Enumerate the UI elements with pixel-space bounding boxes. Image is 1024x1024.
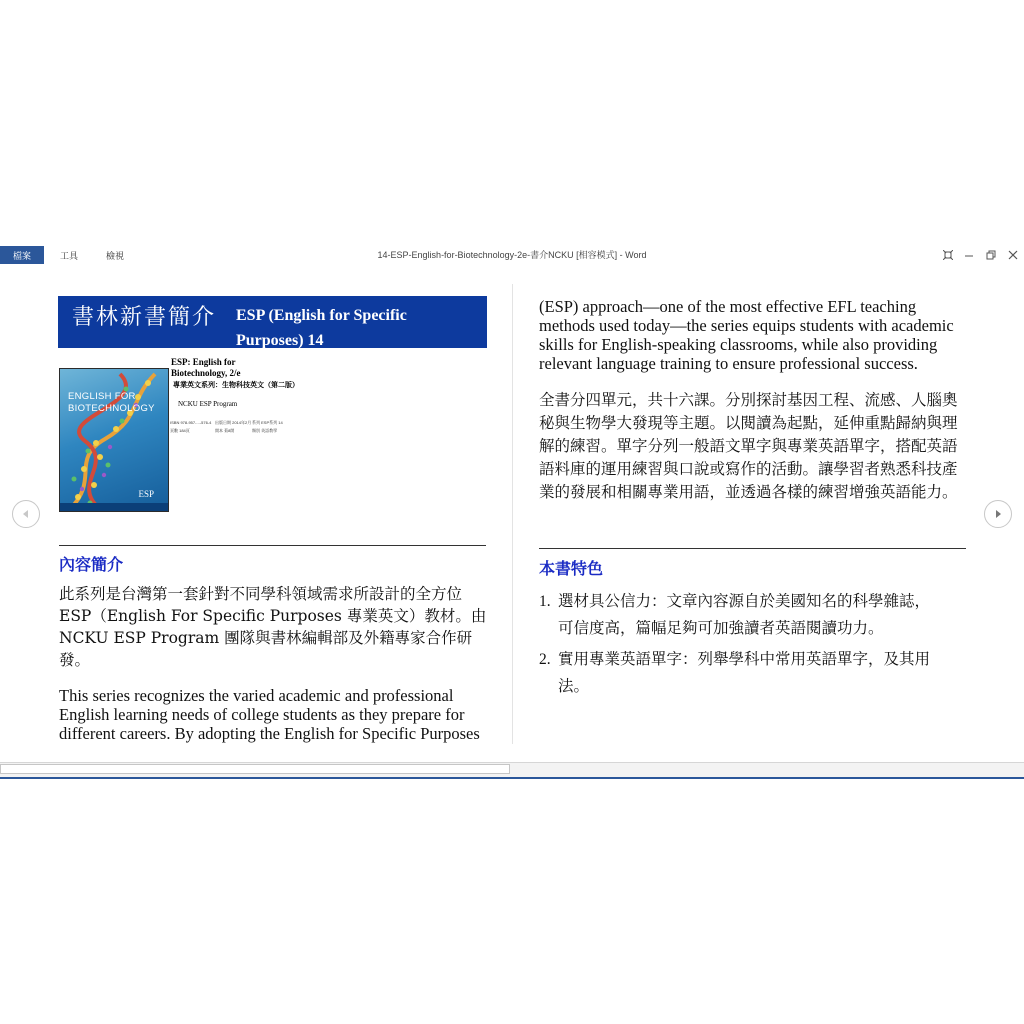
restore-icon[interactable] — [983, 246, 999, 264]
book-title-line1: ESP: English for — [171, 357, 236, 367]
book-author: NCKU ESP Program — [178, 400, 238, 408]
feature-text-line1: 選材具公信力：文章內容源自於美國知名的科學雜誌， — [558, 592, 931, 610]
minimize-icon[interactable] — [961, 246, 977, 264]
horizontal-scrollbar[interactable] — [0, 762, 1024, 779]
document-title: 14-ESP-English-for-Biotechnology-2e-書介NCKU [相容模式] - Word — [377, 250, 647, 260]
chevron-left-icon — [20, 508, 32, 520]
book-series: 專業英文系列：生物科技英文（第二版） — [173, 380, 299, 389]
summary-english-paragraph: This series recognizes the varied academic and professional English learning needs of college students as they prepare for different careers. By adopting the English for Specific Purposes — [59, 686, 480, 743]
feature-text-line2: 可信度高，篇幅足夠可加強讀者英語閱讀功力。 — [558, 619, 884, 637]
close-icon[interactable] — [1005, 246, 1021, 264]
section-divider — [59, 545, 486, 546]
title-bar — [0, 244, 1024, 266]
summary-chinese-paragraph: 此系列是台灣第一套針對不同學科領域需求所設計的全方位 ESP（English For Specific Purposes 專業英文）教材。由 NCKU ESP Program 團隊與書林編輯部及外籍專家合作研發。 — [59, 585, 487, 669]
contents-chinese-paragraph: 全書分四單元，共十六課。分別探討基因工程、流感、人腦奧秘與生物學大發現等主題。以閱讀為起點，延伸重點歸納與理解的練習。單字分列一般語文單字與專業英語單字，搭配英語語料庫的運用練習與口說或寫作的活動。讓學習者熟悉科技產業的發展和相關專業用語，並透過各樣的練習增強英語能力。 — [539, 391, 958, 501]
banner-english-title: ESP (English for Specific Purposes) 14 — [236, 307, 407, 349]
book-title-line2: Biotechnology, 2/e — [171, 368, 241, 378]
reading-mode-icon[interactable] — [940, 246, 956, 264]
book-cover-image — [59, 368, 169, 512]
prev-page-button[interactable] — [12, 500, 40, 528]
cover-band — [60, 503, 168, 511]
cover-esp-label: ESP — [138, 489, 154, 499]
feature-number: 1. — [539, 593, 551, 610]
book-meta-isbn: ISBN 978-957-...-576-4 — [170, 420, 212, 425]
feature-item — [539, 588, 969, 642]
chevron-right-icon — [992, 508, 1004, 520]
cover-title — [68, 391, 155, 415]
cover-title-line1: ENGLISH FOR — [68, 391, 136, 402]
english-paragraph-continued: (ESP) approach—one of the most effective EFL teaching methods used today—the series equips students with academic skills for English-speaking classrooms, while also providing relevant language training to ensure professional success. — [539, 297, 954, 373]
cover-title-line2: BIOTECHNOLOGY — [68, 403, 155, 414]
scrollbar-thumb[interactable] — [0, 764, 510, 774]
feature-text-line2: 法。 — [558, 677, 590, 695]
book-meta-date: 出版日期 2014年2月 — [215, 420, 252, 425]
book-meta-series: 系列 ESP系列 14 — [252, 420, 283, 425]
feature-item — [539, 646, 969, 700]
title-banner — [58, 296, 487, 348]
page-divider — [512, 284, 513, 744]
summary-heading: 內容簡介 — [59, 555, 124, 574]
feature-text-line1: 實用專業英語單字：列舉學科中常用英語單字，及其用 — [558, 650, 931, 668]
book-meta-type: 類別 英語教學 — [252, 428, 278, 433]
tab-view[interactable]: 檢視 — [106, 250, 125, 261]
features-heading: 本書特色 — [539, 559, 604, 578]
tab-file[interactable]: 檔案 — [0, 246, 44, 264]
next-page-button[interactable] — [984, 500, 1012, 528]
book-meta-size: 開本 菊8開 — [215, 428, 235, 433]
book-title — [171, 357, 241, 379]
book-meta-pages: 頁數 184頁 — [170, 428, 190, 433]
banner-chinese-title: 書林新書簡介 — [72, 305, 217, 330]
tab-tools[interactable]: 工具 — [60, 250, 79, 261]
feature-number: 2. — [539, 651, 551, 668]
section-divider-right — [539, 548, 966, 549]
